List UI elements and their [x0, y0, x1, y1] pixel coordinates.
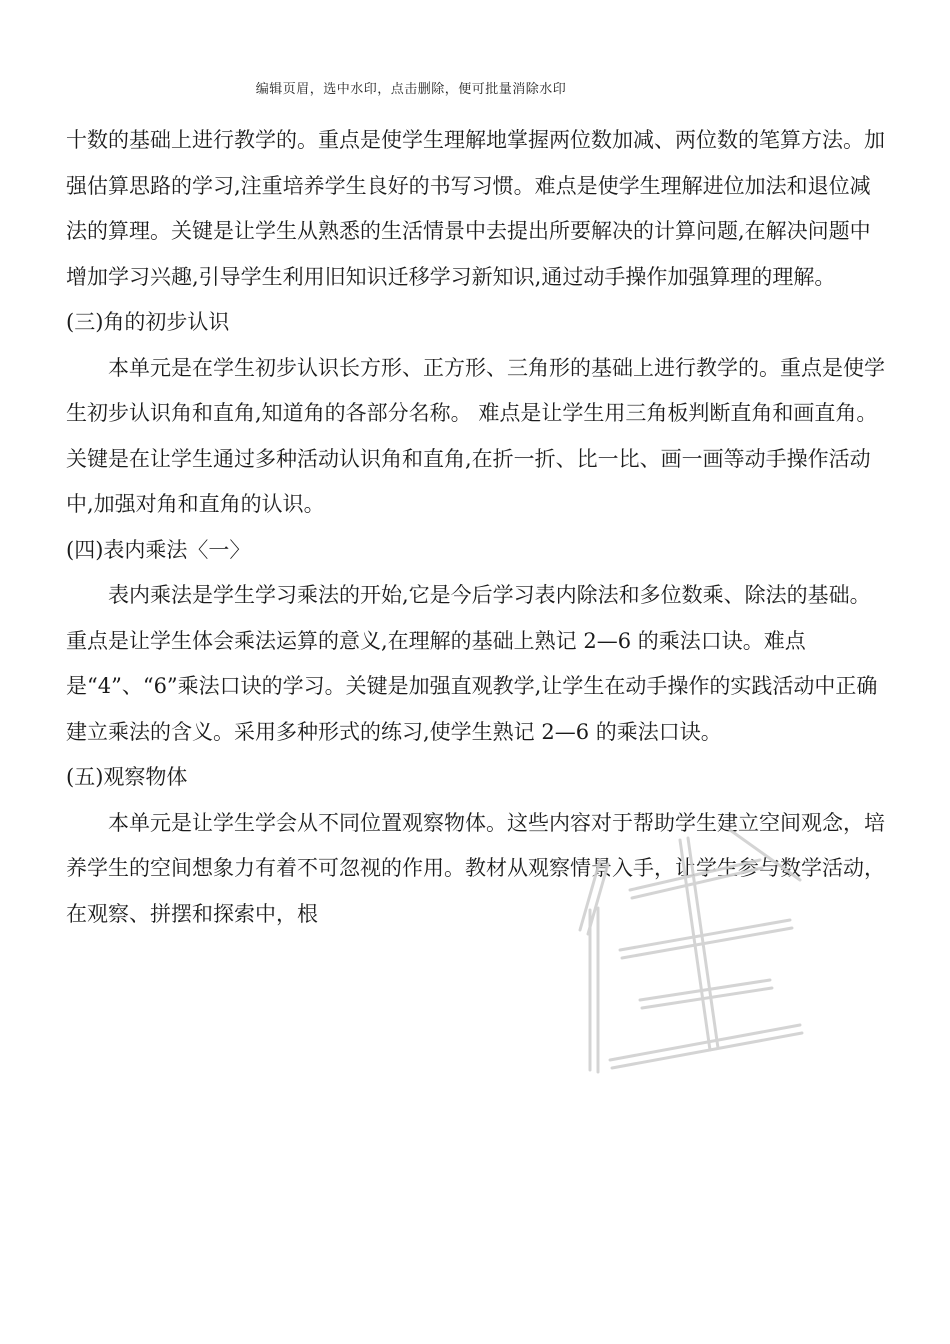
document-body: [66, 118, 886, 937]
paragraph-angles: 本单元是在学生初步认识长方形、正方形、三角形的基础上进行教学的。重点是使学生初步认识角和直角,知道角的各部分名称。 难点是让学生用三角板判断直角和画直角。关键是在让学生通过多种活动认识角和直角,在折一折、比一比、画一画等动手操作活动中,加强对角和直角的认识。: [66, 355, 885, 516]
watermark-stroke: [610, 1025, 800, 1060]
watermark-graphic[interactable]: [560, 820, 820, 1090]
section-heading-observing-objects: (五)观察物体: [66, 765, 188, 789]
paragraph-observing-objects: 本单元是让学生学会从不同位置观察物体。这些内容对于帮助学生建立空间观念，培养学生的空间想象力有着不可忽视的作用。教材从观察情景入手，让学生参与数学活动，在观察、拼摆和探索中，根: [66, 810, 885, 926]
section-heading-multiplication: (四)表内乘法〈一〉: [66, 537, 251, 562]
header-watermark-note: 编辑页眉，选中水印，点击删除，便可批量消除水印: [255, 82, 567, 97]
paragraph-addition-subtraction: 十数的基础上进行教学的。重点是使学生理解地掌握两位数加减、两位数的笔算方法。加强估算思路的学习,注重培养学生良好的书写习惯。难点是使学生理解进位加法和退位减法的算理。关键是让学生从熟悉的生活情景中去提出所要解决的计算问题,在解决问题中增加学习兴趣,引导学生利用旧知识迁移学习新知识,通过动手操作加强算理的理解。: [66, 128, 885, 289]
watermark-stroke: [622, 928, 792, 958]
section-heading-angles: (三)角的初步认识: [66, 310, 230, 334]
watermark-stroke: [620, 920, 790, 950]
paragraph-multiplication: 表内乘法是学生学习乘法的开始,它是今后学习表内除法和多位数乘、除法的基础。重点是让学生体会乘法运算的意义,在理解的基础上熟记 2—6 的乘法口诀。难点是“4”、“6”乘法口诀的学习。关键是加强直观教学,让学生在动手操作的实践活动中正确建立乘法的含义。采用多种形式的练习,使学生熟记 2—6 的乘法口诀。: [66, 583, 878, 744]
